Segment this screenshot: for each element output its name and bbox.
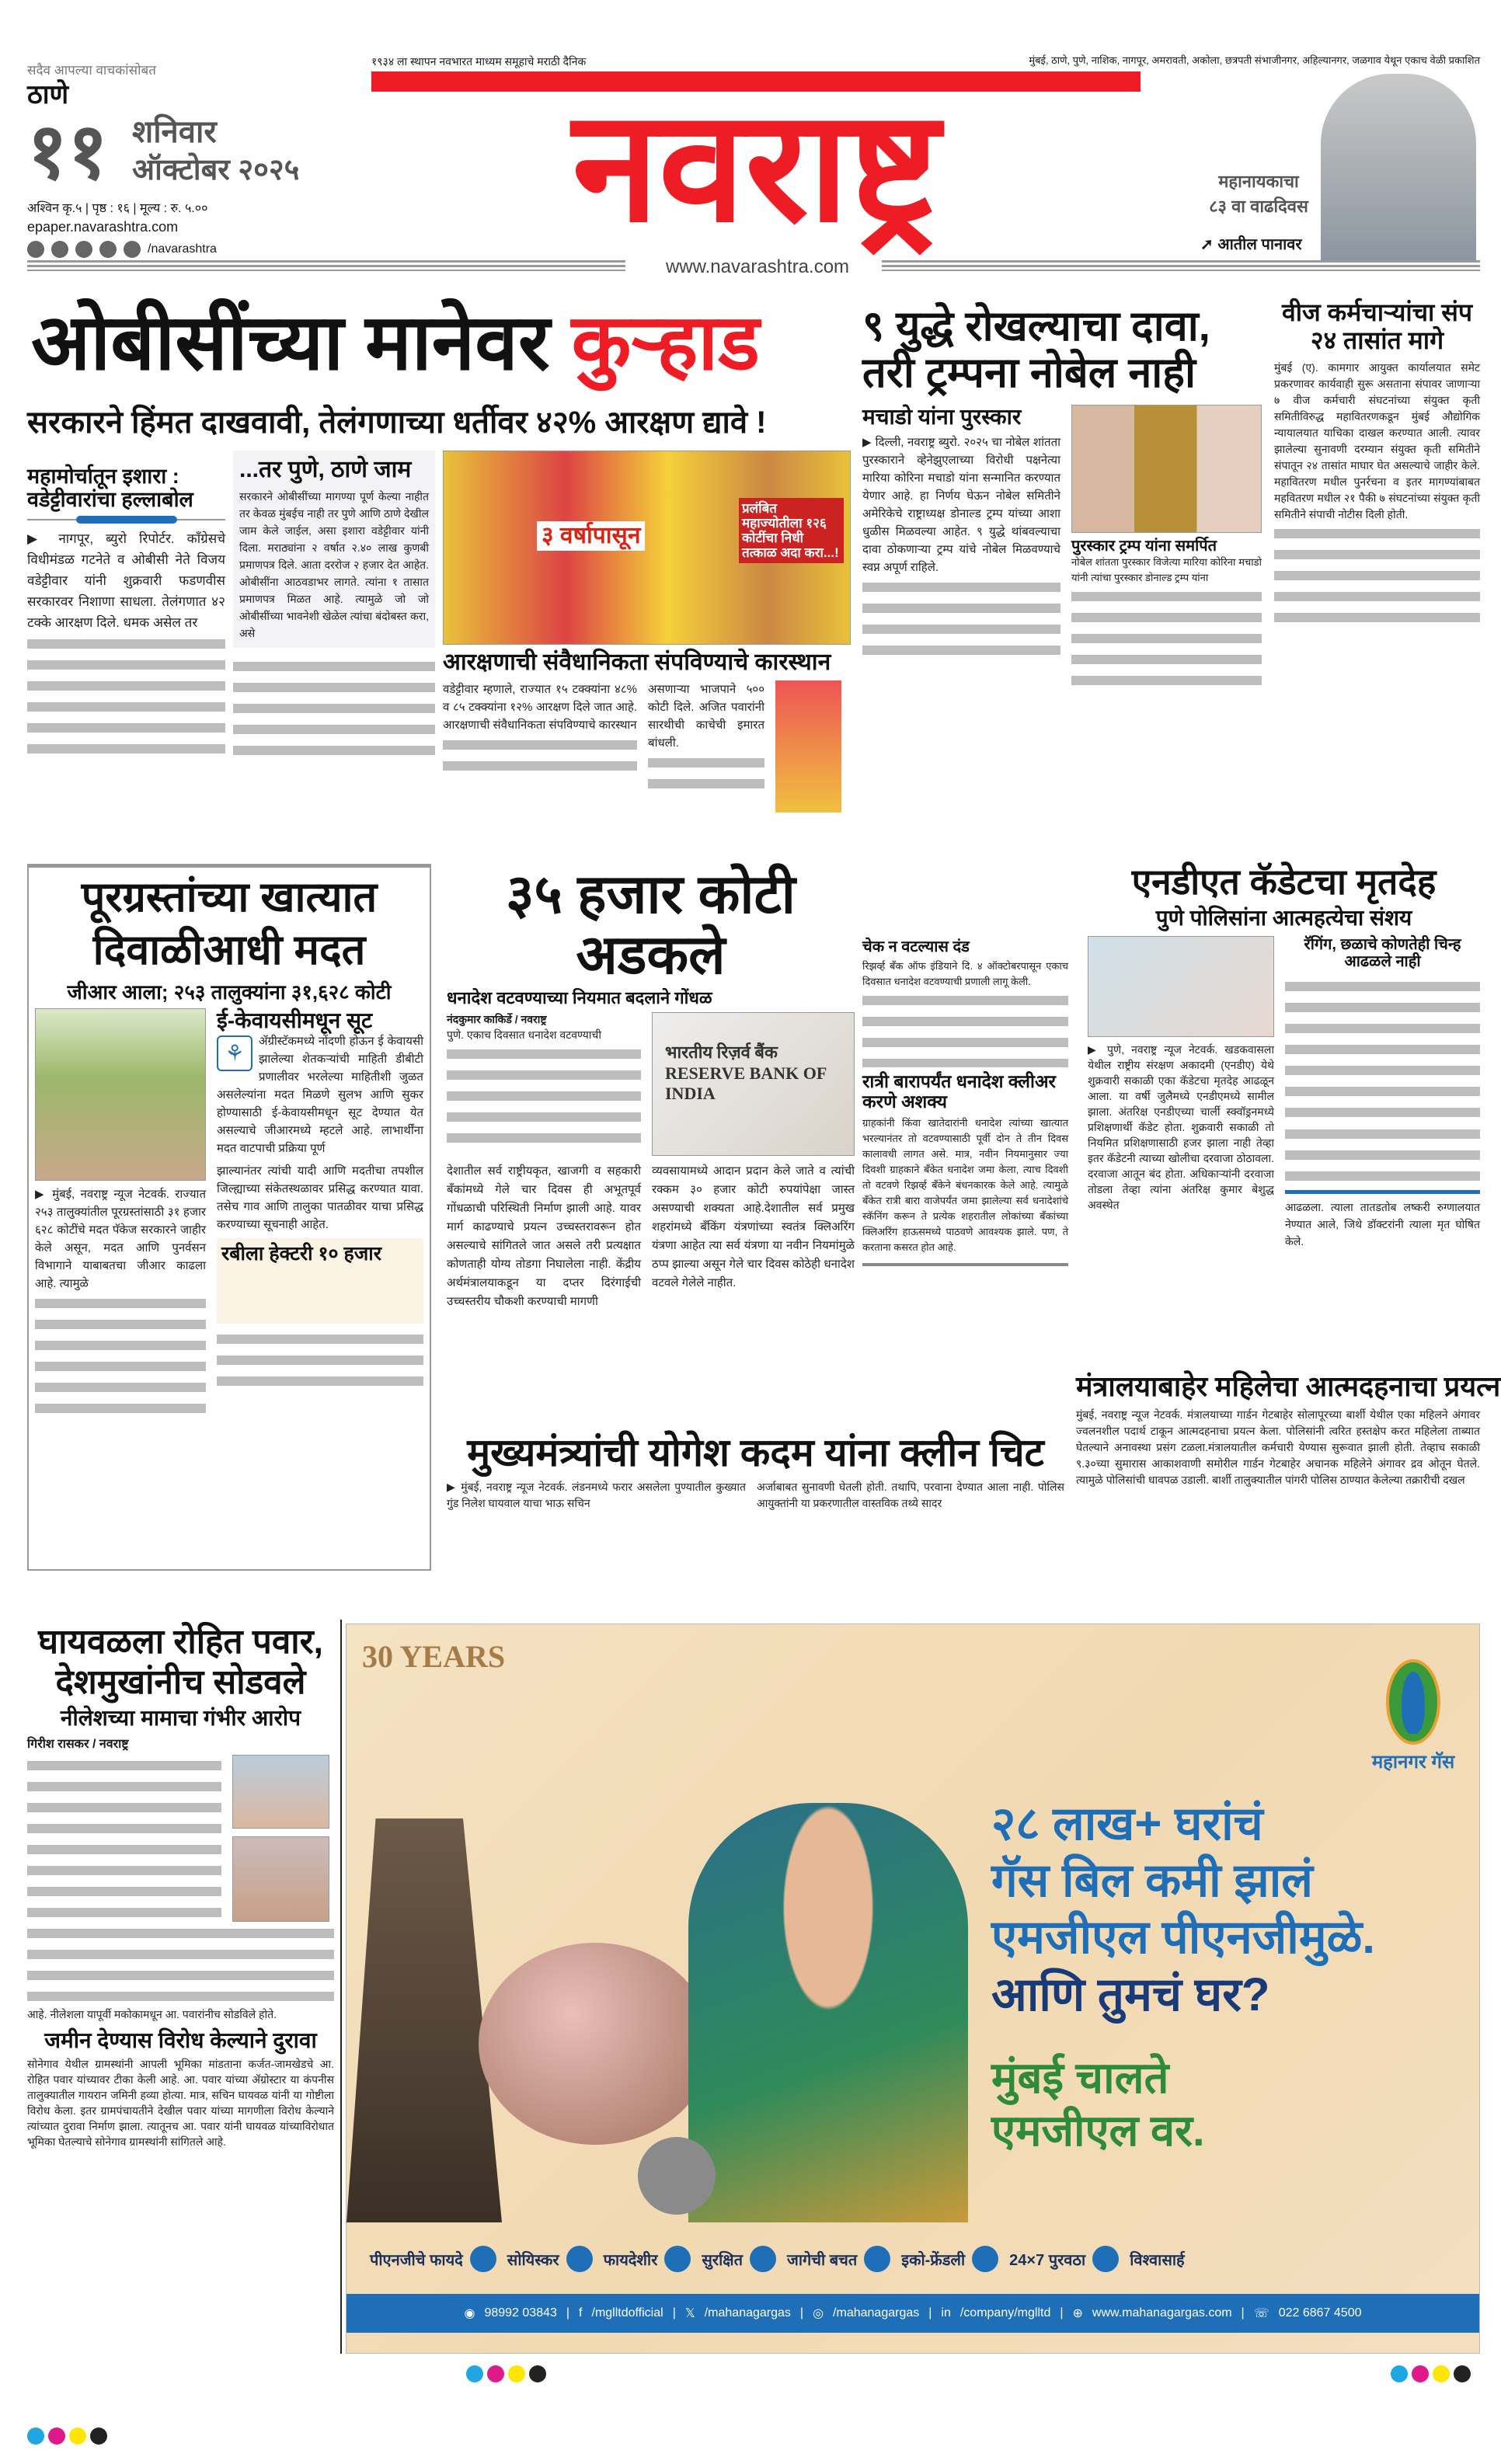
facebook-icon[interactable]: [27, 241, 44, 258]
nda-box-body: [1285, 976, 1480, 1123]
issue-info: अश्विन कृ.५ | पृष्ठ : १६ | मूल्य : रु. ५.००: [27, 202, 208, 215]
rbi-sign: भारतीय रिज़र्व बैंक RESERVE BANK OF INDIA: [665, 1042, 827, 1104]
clock-24-icon: [972, 2246, 998, 2272]
promo-sub: ८३ वा वाढदिवस: [1209, 197, 1308, 216]
linkedin-link[interactable]: /company/mglltd: [959, 2306, 1051, 2320]
nobel-caption-body: नोबेल शांतता पुरस्कार विजेत्या मारिया कोरिना मचाडो यांनी त्यांचा पुरस्कार डोनाल्ड ट्रम्प यांना: [1071, 556, 1262, 584]
x-icon[interactable]: [75, 241, 92, 258]
cities-line: मुंबई, ठाणे, पुणे, नाशिक, नागपूर, अमरावती, अकोला, छत्रपती संभाजीनगर, अहिल्यानगर, जळगाव येथून एकाच वेळी प्रकाशित: [1029, 54, 1480, 66]
lead-headline-red: कुऱ्हाड: [571, 299, 760, 386]
protest-photo: [443, 451, 851, 645]
side-heading-2: वडेट्टीवारांचा हल्लाबोल: [27, 488, 193, 512]
nda-column: [1088, 862, 1480, 1250]
benefit: विश्वासार्ह: [1130, 2251, 1185, 2269]
ghaywal-headline: घायवळला रोहित पवार, देशमुखांनीच सोडवले: [38, 1623, 323, 1701]
side-heading-1: महामोर्चातून इशारा :: [27, 465, 179, 488]
rabi-box: [217, 1238, 423, 1324]
ad-headline: [991, 1795, 1375, 2023]
benefits-row: [370, 2246, 1185, 2272]
nobel-headline: ९ युद्धे रोखल्याचा दावा, तरी ट्रम्पना नोबेल नाही: [862, 303, 1210, 397]
cheque-right: [652, 1012, 855, 1156]
registration-marks-right: [1391, 2365, 1475, 2386]
land-heading: जमीन देण्यास विरोध केल्याने दुरावा: [44, 2028, 317, 2053]
protest-column: [443, 451, 851, 813]
rabi-heading: रबीला हेक्टरी १० हजार: [221, 1243, 381, 1265]
lead-headline-black: ओबीसींच्या मानेवर: [31, 299, 550, 386]
benefit: इको-फ्रेंडली: [901, 2251, 966, 2269]
nda-subhead: पुणे पोलिसांना आत्महत्येचा संशय: [1155, 905, 1412, 930]
column-rule: [340, 1620, 342, 2354]
nda-col-2: [1285, 1123, 1480, 1185]
photo-body-1-column: [443, 680, 637, 776]
cheque-body-2: देशातील सर्व राष्ट्रीयकृत, खाजगी व सहकारी बँकांमध्ये गेले चार दिवस ही अभूतपूर्व गोंधळाची परिस्थिती निर्माण झाली आहे. यावर मार्ग काढण्याचे प्रयत्न उच्चस्तरावरून होत असल्याचे सांगितले जात असले तरी प्रत्यक्षात कोणताही योग्य तोडगा निघालेला नाही. केंद्रीय अर्थमंत्रालयाकडून या दप्तर दिरंगाईची उच्चस्तरीय चौकशी करण्याची मागणी: [447, 1164, 641, 1309]
flood-right: [217, 1008, 423, 1390]
night-body: ग्राहकांनी किंवा खातेदारांनी धनादेश त्यांच्या खात्यात भरल्यानंतर तो वटवण्यासाठी पूर्वी दोन ते तीन दिवस कालावधी लागत असे. मात्र, नवीन नियमानुसार ज्या दिवशी ग्राहकाने बँकेत धनादेश जमा केला, त्याच दिवशी तो वटवणे रिझर्व्ह बँकेने बंधनकारक केले आहे. त्यामुळे बँकेत रात्री बारा वाजेपर्यंत जमा झालेल्या सर्व धनादेशांचे स्कॅनिंग करून ते प्रत्येक शहरातील लोकांच्या बँकांच्या क्लिअरिंग हाऊसमध्ये पाठवणे आवश्यक झाले. पण, ते करताना कसरत होत आहे.: [862, 1116, 1068, 1253]
deshmukh-photo: [232, 1836, 329, 1922]
flood-headline: पूरग्रस्तांच्या खात्यात दिवाळीआधी मदत: [81, 874, 378, 973]
ghaywal-subhead: नीलेशच्या मामाचा गंभीर आरोप: [60, 1705, 301, 1730]
kadam-row: [447, 1479, 1064, 1512]
cheque-side-heading: चेक न वटल्यास दंड: [862, 938, 970, 955]
flood-body: ▶ मुंबई, नवराष्ट्र न्यूज नेटवर्क. राज्यात २५३ तालुक्यांतील पूरग्रस्तांसाठी ३१ हजार ६२८ कोटींचे मदत पॅकेज सरकारने जाहीर केले असून, मदत आणि पुनर्वसन विभागाने याबाबतचा जीआर काढला आहे. त्यामुळे: [35, 1188, 206, 1291]
photo-body-2-cont: [648, 752, 764, 794]
promo-title: महानायकाचा: [1218, 172, 1299, 191]
flood-row: [35, 1008, 423, 1417]
instagram-icon[interactable]: [51, 241, 68, 258]
cheque-column: [447, 864, 855, 1311]
photo-body-1-cont: [443, 734, 637, 776]
piggy-bank-illustration: [479, 1943, 712, 2145]
epaper-link[interactable]: epaper.navarashtra.com: [27, 219, 179, 235]
nobel-right: [1071, 405, 1262, 691]
whatsapp-icon: ◉: [464, 2307, 475, 2320]
x-link[interactable]: /mahanagargas: [704, 2306, 791, 2320]
weekday: शनिवार: [132, 115, 217, 149]
date-day: ११: [27, 108, 108, 195]
masthead-rule-left: [27, 260, 625, 271]
social-row: [27, 241, 217, 258]
nobel-body-cont: [862, 576, 1060, 660]
power-headline: वीज कर्मचाऱ्यांचा संप २४ तासांत मागे: [1281, 298, 1473, 354]
ekyc-body: ॲग्रीस्टॅकमध्ये नोंदणी होऊन ई केवायसी झालेल्या शेतकऱ्यांची माहिती डीबीटी प्रणालीवर भरलेल्या माहितीशी जुळत असलेल्यांना मदत मिळणे सुलभ आणि सुकर होण्यासाठी ई-केवायसीमधून सूट देण्यात येत असल्याचे जीआरमध्ये म्हटले आहे. लाभार्थींना मदत वाटपाची प्रक्रिया पूर्ण: [217, 1035, 423, 1156]
nobel-caption-heading: पुरस्कार ट्रम्प यांना समर्पित: [1071, 537, 1217, 555]
leaf-icon: [864, 2246, 890, 2272]
cheque-body: पुणे. एकाच दिवसात धनादेश वटवण्याची: [447, 1028, 601, 1042]
flood-subline: जीआर आला; २५३ तालुक्यांना ३१,६२८ कोटी: [67, 980, 392, 1004]
nda-right: [1285, 936, 1480, 1250]
cheque-body-3: व्यवसायामध्ये आदान प्रदान केले जाते व त्यांची रक्कम ३० हजार कोटी रुपयांपेक्षा जास्त असण्याची शक्यता आहे.देशातील सर्व प्रमुख शहरांमध्ये बँकिंग यंत्रणांच्या स्वतंत्र क्लिअरिंग यंत्रणा आहेत त्या सर्व यंत्रणा या नवीन नियमांमुळे ठप्प झाल्या असून गेले चार दिवस कोठेही धनादेश वटवले गेलेले नाहीत.: [652, 1164, 855, 1290]
nobel-body: ▶ दिल्ली, नवराष्ट्र ब्युरो. २०२५ चा नोबेल शांतता पुरस्काराने व्हेनेझुएलाच्या विरोधी पक्षनेत्या मारिया कोरिना मचाडो यांना सन्मानित करण्यात येणार आहे. हा निर्णय घेऊन नोबेल समितीने अमेरिकेचे राष्ट्राध्यक्ष डोनाल्ड ट्रम्प यांच्या आशा धुळीस मिळवल्या आहेत. ९ युद्धे थांबवल्याचा दावा ठोकणाऱ्या ट्रम्प यांचे नोबेल मिळवण्याचे स्वप्न अपूर्ण राहिले.: [862, 436, 1060, 575]
lead-headline: [31, 299, 760, 386]
mantralaya-body: मुंबई, नवराष्ट्र न्यूज नेटवर्क. मंत्रालयाच्या गार्डन गेटबाहेर सोलापूरच्या बार्शी येथील एका महिलने अंगावर ज्वलनशील पदार्थ टाकून आत्मदहनाचा प्रयत्न केला. पोलिसांनी त्वरित हस्तक्षेप करत महिलेला ताब्यात घेतल्याने अनावस्था प्रसंग टळला.मंत्रालयातील कर्मचारी येण्यास सुरूवात झाली होती. तेव्हाच सकाळी ९.३०च्या सुमारास आकाशवाणी समोरील गार्डन गेटबाहेर अचानक महिलेने अंगावर द्रव ओतून घेतले. त्यामुळे पोलिसांची धावपळ उडाली. बार्शी तालुक्यातील पांगरी पोलिस ठाण्यात केलेल्या तक्रारीची दखल: [1076, 1408, 1480, 1487]
promo-photo: [1321, 74, 1476, 268]
rohit-pawar-photo: [232, 1755, 329, 1829]
divider: [1285, 1190, 1480, 1194]
registration-marks-left: [27, 2427, 111, 2448]
ghaywal-body-end: आहे. नीलेशला यापूर्वी मकोकामधून आ. पवारांनीच सोडविले होते.: [27, 2008, 277, 2021]
power-body-cont: [1274, 523, 1480, 624]
website-link[interactable]: www.navarashtra.com: [665, 256, 850, 277]
mantralaya-column: [1076, 1370, 1501, 1488]
linkedin-icon: in: [941, 2306, 951, 2320]
pot-illustration: [638, 2137, 716, 2215]
power-body: मुंबई (ए). कामगार आयुक्त कार्यालयात समेट प्रकरणावर कार्यवाही सुरू असताना संपावर जाणाऱ्या ७ वीज कर्मचारी संघटनांच्या संयुक्त कृती समितीविरुद्ध महावितरणकडून मुंबई औद्योगिक न्यायालयात याचिका दाखल करण्यात आली. त्यावर झालेल्या सुनावणी दरम्यान संयुक्त कृती समितीने संपातून २४ तासांत माघार घेत असल्याचे जाहीर केले. महावितरण मधील पुनर्रचना व इतर मागण्यांबाबत महवितरण मधील २१ पैकी ७ संघटनांच्या संयुक्त कृती समितीने संपाची नोटीस दिली होती.: [1274, 360, 1480, 520]
newspaper-logo: नवराष्ट्र: [572, 80, 940, 253]
nobel-photo: [1071, 405, 1262, 533]
nobel-column: [862, 303, 1262, 691]
ad-tag-1: मुंबई चालते: [991, 2053, 1169, 2102]
nda-left: [1088, 936, 1274, 1213]
kadam-body-2: अर्जाबाबत सुनावणी घेतली होती. तथापि, परवाना देण्यात आला नाही. पोलिस आयुक्तांनी या प्रकरणातील वास्तविक तथ्ये सादर: [757, 1481, 1064, 1509]
kadam-body: ▶ मुंबई, नवराष्ट्र न्यूज नेटवर्क. लंडनमध्ये फरार असलेला पुण्यातील कुख्यात गुंड निलेश घायवाल याचा भाऊ सचिन: [447, 1481, 746, 1509]
x-icon: 𝕏: [684, 2307, 695, 2320]
benefit: 24×7 पुरवठा: [1009, 2251, 1086, 2269]
lead-subhead: सरकारने हिंमत दाखवावी, तेलंगणाच्या धर्तीवर ४२% आरक्षण द्यावे !: [27, 405, 767, 440]
divider: [27, 516, 225, 524]
ghaywal-body-cont: [27, 1923, 334, 2006]
photo-heading: आरक्षणाची संवैधानिकता संपविण्याचे कारस्थान: [443, 649, 831, 675]
promo-link-label: आतील पानावर: [1217, 236, 1302, 253]
ghaywal-byline: गिरीश रासकर / नवराष्ट्र: [27, 1738, 129, 1752]
ghaywal-row: [27, 1755, 334, 1923]
protest-body-row: [443, 680, 851, 813]
mgl-flame-logo: [1386, 1659, 1440, 1745]
space-icon: [750, 2246, 776, 2272]
cheque-side-column: [862, 938, 1068, 1266]
facebook-icon: f: [579, 2306, 583, 2320]
nobel-left: [862, 405, 1060, 660]
phone-number[interactable]: 022 6867 4500: [1278, 2306, 1362, 2320]
side-column: [27, 465, 225, 757]
contact-bar: ◉ 98992 03843 | f /mglltdofficial | 𝕏 /mahanagargas | ◎ /mahanagargas | in /company/mglltd | ⊕ www.mahanagargas.com | ☏ 022 6867 4500: [347, 2294, 1479, 2333]
benefit: फायदेशीर: [603, 2251, 658, 2269]
ad-line-4: आणि तुमचं घर?: [991, 1968, 1270, 2020]
photo-body-2: असणाऱ्या भाजपाने ५०० कोटी दिले. अजित पवारांनी सारथीची काचेची इमारत बांधली.: [648, 682, 764, 750]
nda-photo: [1088, 936, 1274, 1037]
wheat-icon: ⚘: [217, 1035, 252, 1071]
threads-icon[interactable]: [124, 241, 141, 258]
mgl-advertisement[interactable]: [346, 1624, 1480, 2354]
month-year: ऑक्टोबर २०२५: [132, 154, 300, 186]
benefit: जागेची बचत: [787, 2251, 858, 2269]
nda-headline: एनडीएत कॅडेटचा मृतदेह: [1131, 861, 1437, 902]
side-body: ▶ नागपूर, ब्युरो रिपोर्टर. काँग्रेसचे विधीमंडळ गटनेते व ओबीसी नेते विजय वडेट्टीवार यांनी शुक्रवारी फडणवीस सरकारवर निशाणा साधला. तेलंगणात ४२ टक्के आरक्षण दिले. धमक असेल तर: [27, 531, 225, 631]
photo-sign-2: प्रलंबित महाज्योतीला १२६ कोटींचा निधी तत्काळ अदा करा...!: [739, 498, 844, 563]
benefit: सुरक्षित: [702, 2251, 744, 2269]
ad-line-1: २८ लाख+ घरांचं: [991, 1798, 1263, 1850]
registration-marks-center: [466, 2365, 550, 2386]
phone-icon: ☏: [1253, 2307, 1269, 2320]
box-continued: [233, 656, 435, 764]
cheque-left: [447, 1012, 641, 1148]
cheque-side-cont: [862, 990, 1068, 1067]
flood-body-2: झाल्यानंतर त्यांची यादी आणि मदतीचा तपशील जिल्ह्याच्या संकेतस्थळावर प्रसिद्ध करण्यात यावा. तसेच गाव आणि तालुका पातळीवर याचा प्रसिद्ध करण्याच्या सूचनाही आहेत.: [217, 1164, 423, 1232]
ad-line-2: गॅस बिल कमी झालं: [991, 1854, 1313, 1907]
ad-line-3: एमजीएल पीएनजीमुळे.: [991, 1911, 1375, 1964]
nda-body-2: आढळला. त्याला तातडतोब लष्करी रुग्णालयात नेण्यात आले, जिथे डॉक्टरांनी त्याला मृत घोषित केले.: [1285, 1200, 1480, 1248]
photo-sign-1: ३ वर्षापासून: [537, 521, 645, 551]
cheque-body-cont: [447, 1043, 641, 1148]
handshake-icon: [1092, 2246, 1119, 2272]
pune-thane-box: [233, 451, 435, 648]
pune-thane-column: [233, 451, 435, 764]
flood-photo: [35, 1008, 206, 1181]
cheque-row-2: [447, 1162, 855, 1311]
instagram-icon: ◎: [813, 2307, 824, 2320]
benefits-label: पीएनजीचे फायदे: [370, 2251, 463, 2269]
cheque-byline: नंदकुमार काकिर्डे / नवराष्ट्र: [447, 1013, 547, 1026]
flood-left: [35, 1008, 206, 1417]
ad-tagline: [991, 2052, 1205, 2158]
ghaywal-body: [27, 1755, 221, 1923]
cheque-headline: ३५ हजार कोटी अडकले: [506, 864, 796, 986]
youtube-icon[interactable]: [99, 241, 117, 258]
whatsapp-number[interactable]: 98992 03843: [484, 2306, 557, 2320]
photo-body-1: वडेट्टीवार म्हणाले, राज्यात १५ टक्क्यांना ४८% व ८५ टक्क्यांना १२% आरक्षण दिले जात आहे. आरक्षणाची संवैधानिकता संपविण्याचे कारस्थान: [443, 682, 637, 732]
kadam-headline: मुख्यमंत्र्यांची योगेश कदम यांना क्लीन चिट: [467, 1431, 1044, 1474]
nobel-col-2: [1071, 586, 1262, 691]
nda-row: [1088, 936, 1480, 1250]
benefit: सोयिस्कर: [507, 2251, 559, 2269]
power-column: [1274, 299, 1480, 624]
woman-illustration: [688, 1803, 968, 2222]
founded-line: १९३४ ला स्थापन नवभारत माध्यम समूहाचे मराठी दैनिक: [371, 55, 587, 68]
ghaywal-photos: [232, 1755, 329, 1922]
cheque-side-body: रिझर्व्ह बँक ऑफ इंडियाने दि. ४ ऑक्टोबरपासून एकाच दिवसात धनादेश वटवण्याची प्रणाली लागू केली.: [862, 960, 1068, 988]
photo-body-2-column: [648, 680, 764, 794]
nobel-subhead: मचाडो यांना पुरस्कार: [862, 404, 1022, 429]
nda-body: ▶ पुणे, नवराष्ट्र न्यूज नेटवर्क. खडकवासला येथील राष्ट्रीय संरक्षण अकादमी (एनडीए) येथे शुक्रवारी सकाळी एका कॅडेटचा मृतदेह आढळून आला. या वर्षी जुलैमध्ये एनडीएमध्ये सामील झाला. अंतरिक्ष एनडीएच्या चार्ली स्क्वॉड्रनमध्ये प्रशिक्षणार्थी कॅडेट होता. शुक्रवारी सकाळी तो नियमित प्रशिक्षणासाठी हजर झाला नाही तेव्हा इतर कॅडेटनी त्याच्या खोलीचा दरवाजा ठोठावला. दरवाजा आतून बंद होता. अधिकाऱ्यांनी दरवाजा तोडला तेव्हा त्यांना अंतरिक्ष कुमार बेशुद्ध अवस्थेत: [1088, 1042, 1274, 1211]
masthead-tagline: सदैव आपल्या वाचकांसोबत: [27, 63, 156, 78]
ad-tag-2: एमजीएल वर.: [991, 2106, 1205, 2156]
shield-icon: [664, 2246, 691, 2272]
instagram-link[interactable]: /mahanagargas: [833, 2306, 920, 2320]
flood-column: [35, 872, 423, 1417]
globe-icon: ⊕: [1072, 2307, 1083, 2320]
ghaywal-column: [27, 1622, 334, 2149]
flood-body-cont: [35, 1293, 206, 1417]
mgl-brand: महानगर गॅस: [1371, 1752, 1455, 1773]
mantralaya-headline: मंत्रालयाबाहेर महिलेचा आत्मदहनाचा प्रयत्न: [1076, 1370, 1501, 1402]
speaker-photo: [775, 680, 841, 813]
promo-link[interactable]: ➚ आतील पानावर: [1200, 236, 1302, 253]
night-heading: रात्री बारापर्यंत धनादेश क्लीअर करणे अशक्य: [862, 1071, 1056, 1112]
side-body-continued: [27, 633, 225, 757]
social-handle: /navarashtra: [148, 242, 217, 256]
nda-box-heading: रॅगिंग, छळाचे कोणतेही चिन्ह आढळले नाही: [1304, 935, 1461, 971]
kadam-column: [447, 1431, 1064, 1512]
box-title: ...तर पुणे, ठाणे जाम: [239, 457, 412, 482]
land-body: सोनेगाव येथील ग्रामस्थांनी आपली भूमिका मांडताना कर्जत-जामखेडचे आ. रोहित पवार यांच्यावर टीका केली आहे. आ. पवार यांच्या ॲग्रोस्टार या कंपनीस तालुक्यातील गायरान जमिनी हव्या होत्या. मात्र, सचिन घायवळ यांनी या गोष्टीला विरोध केला. इतर ग्रामपंचायतीने देखील पवार यांच्या मागणीला विरोध केल्याने त्यांच्यात दुरावा निर्माण झाला. त्यातूनच आ. पवार यांनी घायवळ यांच्याविरोधात भूमिका घेतल्याचे सोनेगाव ग्रामस्थांनी सांगितले आहे.: [27, 2057, 334, 2148]
anniversary-logo: 30 YEARS: [362, 1639, 506, 1674]
edition: ठाणे: [27, 80, 69, 110]
masthead-rule-right: [882, 260, 1480, 271]
box-body: सरकारने ओबीसींच्या मागण्या पूर्ण केल्या नाहीत तर केवळ मुंबईच नाही तर पुणे आणि ठाणे देखील जाम केले जाईल, असा इशारा वडेट्टीवार यांनी दिला. मराठ्यांना २ वर्षात २.४० लाख कुणबी प्रमाणपत्र दिले. आता दररोज २ हजार देत आहेत. ओबीसींना आठवडाभर लागते. त्यांना १ तासात प्रमाणपत्र मिळत आहे. त्यामुळे जो जो ओबीसींच्या भावनेशी खेळेल त्यांचा बंदोबस्त करा, असे: [239, 489, 429, 639]
coin-icon: [566, 2246, 593, 2272]
nobel-row: [862, 405, 1262, 691]
rabi-body: [217, 1328, 423, 1390]
hand-icon: [470, 2246, 496, 2272]
cheque-subhead: धनादेश वटवण्याच्या नियमात बदलाने गोंधळ: [447, 987, 712, 1008]
rbi-photo: [652, 1012, 855, 1156]
divider: [862, 1263, 1068, 1266]
ekyc-heading: ई-केवायसीमधून सूट: [217, 1008, 373, 1033]
website-link[interactable]: www.mahanagargas.com: [1092, 2306, 1232, 2320]
facebook-link[interactable]: /mglltdofficial: [591, 2306, 663, 2320]
cheque-row-1: [447, 1012, 855, 1156]
